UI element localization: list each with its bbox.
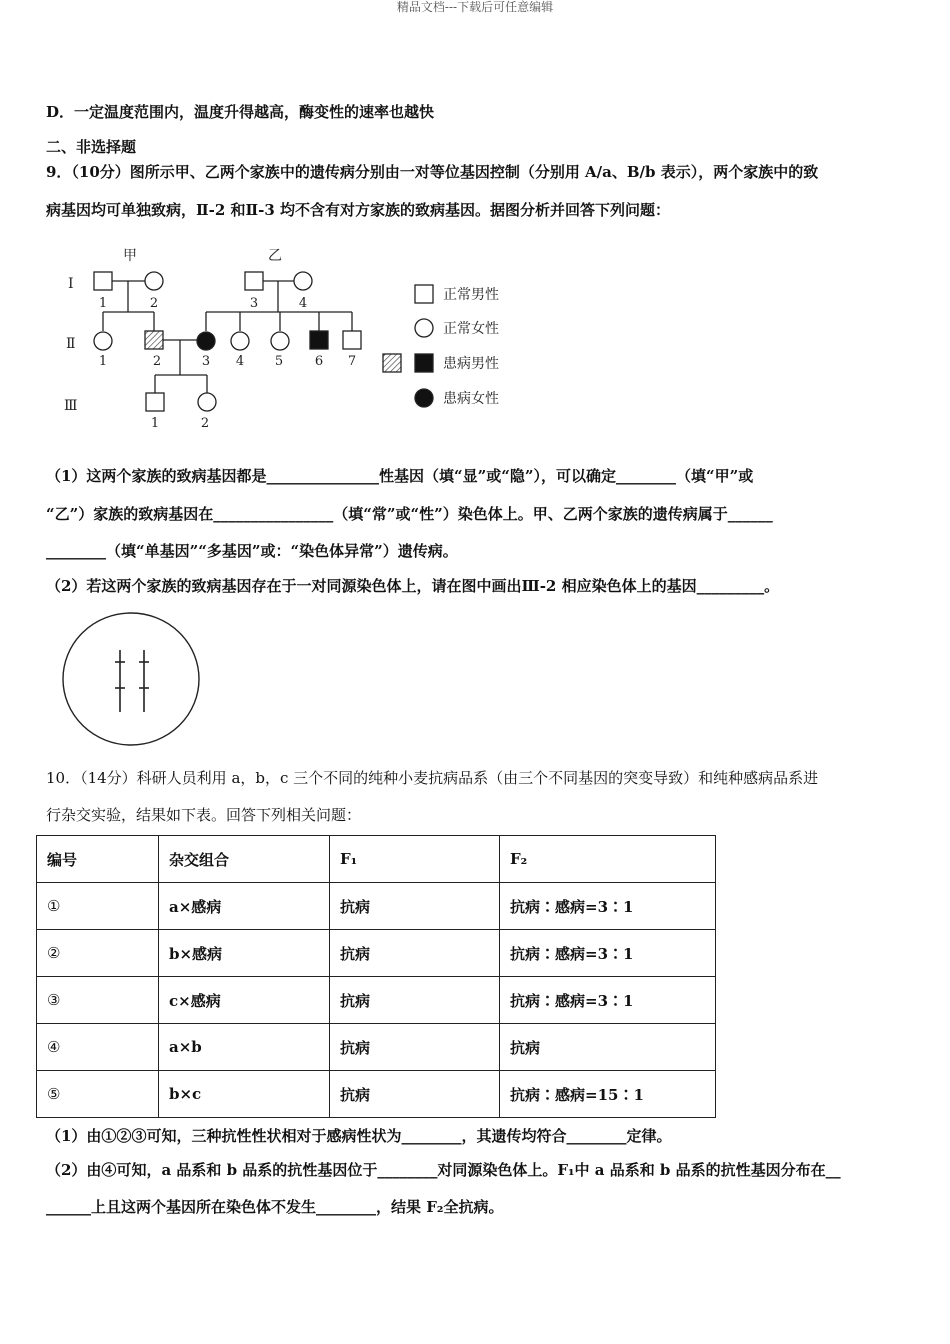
q10-sub1: （1）由①②③可知，三种抗性性状相对于感病性状为________，其遗传均符合________定律。 [46, 1127, 672, 1145]
q8-option-d: D．一定温度范围内，温度升得越高，酶变性的速率也越快 [46, 103, 435, 121]
table-row [37, 930, 716, 977]
legend-hatched-male-icon [383, 354, 401, 372]
table-cell: ③ [37, 977, 159, 1024]
family-jia-label: 甲 [123, 248, 137, 264]
q9-stem-line2: 病基因均可单独致病，Ⅱ-2 和Ⅱ-3 均不含有对方家族的致病基因。据图分析并回答下列问题： [46, 201, 671, 219]
legend-normal-female: 正常女性 [443, 321, 499, 337]
legend-affected-male-icon [415, 354, 433, 372]
svg-text:2: 2 [200, 416, 210, 431]
table-cell: c×感病 [159, 977, 330, 1024]
section-title: 二、非选择题 [46, 138, 137, 156]
gen-3-label: Ⅲ [64, 398, 78, 414]
table-header-row [37, 836, 716, 883]
ii7-male [343, 331, 361, 349]
legend-normal-male: 正常男性 [443, 287, 499, 303]
table-cell: a×b [159, 1024, 330, 1071]
q9-sub2: （2）若这两个家族的致病基因存在于一对同源染色体上，请在图中画出Ⅲ-2 相应染色体上的基因_________。 [46, 577, 780, 595]
legend-affected-male: 患病男性 [443, 356, 499, 372]
legend-normal-female-icon [415, 319, 433, 337]
table-cell: ④ [37, 1024, 159, 1071]
table-cell: 抗病∶感病=3∶1 [500, 930, 716, 977]
svg-text:6: 6 [314, 354, 324, 369]
header-cell: F₁ [330, 836, 500, 883]
svg-text:3: 3 [249, 296, 259, 311]
legend-normal-male-icon [415, 285, 433, 303]
table-cell: 抗病 [330, 1071, 500, 1118]
pedigree-figure [0, 230, 600, 440]
jia-i1-male [94, 272, 112, 290]
ii5-female [271, 332, 289, 350]
legend-affected-female-icon [415, 389, 433, 407]
table-cell: 抗病 [330, 977, 500, 1024]
table-cell: a×感病 [159, 883, 330, 930]
table-row [37, 1024, 716, 1071]
table-cell: ① [37, 883, 159, 930]
svg-text:4: 4 [298, 296, 308, 311]
q9-stem-line1: 9．（10分）图所示甲、乙两个家族中的遗传病分别由一对等位基因控制（分别用 A/a、B/b 表示），两个家族中的致 [46, 163, 819, 181]
q9-sub1-line3: ________（填“单基因”“多基因”或：“染色体异常”）遗传病。 [46, 542, 458, 560]
ii6-affected-male [310, 331, 328, 349]
gen-2-label: Ⅱ [66, 336, 76, 352]
legend-affected-female: 患病女性 [443, 391, 499, 407]
table-cell: 抗病 [330, 930, 500, 977]
table-cell: b×c [159, 1071, 330, 1118]
header-cell: 杂交组合 [159, 836, 330, 883]
jia-i2-female [145, 272, 163, 290]
q9-sub1-line1: （1）这两个家族的致病基因都是_______________性基因（填“显”或“隐”），可以确定________（填“甲”或 [46, 467, 754, 485]
q10-sub2-line2: ______上且这两个基因所在染色体不发生________，结果 F₂全抗病。 [46, 1198, 504, 1216]
q10-stem-line2: 行杂交实验，结果如下表。回答下列相关问题： [46, 806, 362, 824]
table-cell: ⑤ [37, 1071, 159, 1118]
svg-text:1: 1 [98, 296, 108, 311]
table-row [37, 977, 716, 1024]
page-header: 精品文档---下载后可任意编辑 [396, 0, 554, 14]
table-cell: 抗病∶感病=3∶1 [500, 883, 716, 930]
ii2-affected-male-jia [145, 331, 163, 349]
svg-text:4: 4 [235, 354, 245, 369]
svg-text:3: 3 [201, 354, 211, 369]
table-cell: 抗病 [330, 1024, 500, 1071]
svg-text:2: 2 [152, 354, 162, 369]
q10-stem-line1: 10．（14分）科研人员利用 a，b，c 三个不同的纯种小麦抗病品系（由三个不同基因的突变导致）和纯种感病品系进 [46, 769, 819, 787]
svg-text:1: 1 [98, 354, 108, 369]
hybridization-table [36, 835, 716, 1118]
table-cell: 抗病∶感病=3∶1 [500, 977, 716, 1024]
svg-text:1: 1 [150, 416, 160, 431]
q10-sub2-line1: （2）由④可知，a 品系和 b 品系的抗性基因位于________对同源染色体上。F₁中 a 品系和 b 品系的抗性基因分布在__ [46, 1161, 841, 1179]
q9-sub1-line2: “乙”）家族的致病基因在________________（填“常”或“性”）染色体上。甲、乙两个家族的遗传病属于______ [46, 505, 773, 523]
header-cell: 编号 [37, 836, 159, 883]
table-cell: 抗病 [330, 883, 500, 930]
table-cell: 抗病 [500, 1024, 716, 1071]
ii3-affected-female [197, 332, 215, 350]
yi-i3-male [245, 272, 263, 290]
table-cell: 抗病∶感病=15∶1 [500, 1071, 716, 1118]
ii4-female [231, 332, 249, 350]
svg-text:5: 5 [274, 354, 284, 369]
header-cell: F₂ [500, 836, 716, 883]
yi-i4-female [294, 272, 312, 290]
iii2-female [198, 393, 216, 411]
table-cell: b×感病 [159, 930, 330, 977]
table-row [37, 1071, 716, 1118]
gen-1-label: Ⅰ [68, 276, 74, 292]
svg-text:7: 7 [347, 354, 357, 369]
iii1-male [146, 393, 164, 411]
svg-text:2: 2 [149, 296, 159, 311]
family-yi-label: 乙 [268, 248, 282, 264]
table-cell: ② [37, 930, 159, 977]
cell-chromosome-diagram [60, 610, 210, 750]
ii1-female [94, 332, 112, 350]
table-row [37, 883, 716, 930]
